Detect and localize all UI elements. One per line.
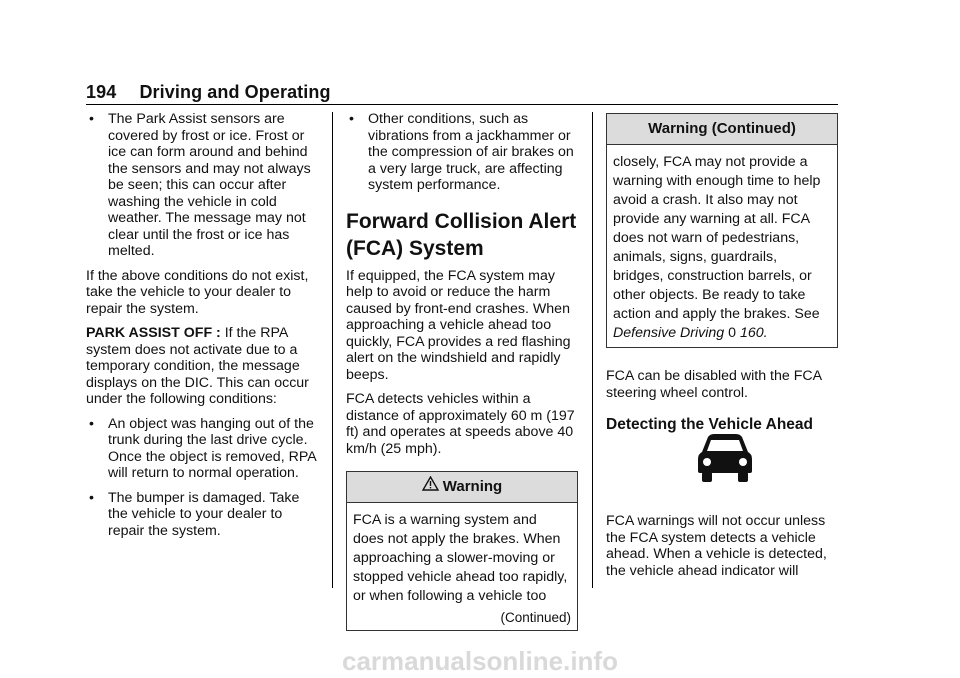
section-title: Driving and Operating	[139, 82, 331, 102]
paragraph: FCA can be disabled with the FCA steering wheel control.	[606, 368, 822, 401]
column-2	[346, 111, 578, 631]
list-item: • Other conditions, such as vibrations from a jackhammer or the compression of air brakes on a very large truck, are affecting system performance.	[349, 111, 574, 193]
list-item: • The bumper is damaged. Take the vehicle to your dealer to repair the system.	[89, 489, 300, 539]
subsection-heading: Detecting the Vehicle Ahead	[606, 416, 814, 433]
bullet-icon: •	[89, 415, 94, 432]
column-divider-1	[332, 112, 333, 588]
warning-box	[346, 471, 578, 631]
bullet-icon: •	[89, 489, 94, 506]
paragraph: If equipped, the FCA system may help to avoid or reduce the harm caused by front-end crashes. When approaching a vehicle ahead too quickly, FCA provides a red flashing alert on the windshield and rapidly beeps.	[346, 267, 571, 383]
page-ref-arrow: 0	[728, 325, 737, 341]
vehicle-ahead-icon	[696, 433, 754, 488]
paragraph: FCA detects vehicles within a distance of approximately 60 m (197 ft) and operates at speeds above 40 km/h (25 mph).	[346, 391, 575, 457]
column-divider-2	[592, 112, 593, 588]
paragraph: If the above conditions do not exist, take the vehicle to your dealer to repair the system.	[86, 267, 309, 317]
header-rule	[86, 104, 838, 105]
column-1	[86, 111, 322, 547]
cross-reference-link[interactable]: Defensive Driving	[613, 325, 725, 341]
warning-body: FCA is a warning system and does not apply the brakes. When approaching a slower-moving or stopped vehicle ahead too rapidly, or when following a vehicle too	[353, 512, 568, 604]
column-3-bottom	[606, 513, 838, 587]
continued-label: (Continued)	[500, 610, 571, 625]
paragraph: PARK ASSIST OFF : If the RPA system does not activate due to a temporary condition, the message displays on the DIC. This can occur under the following conditions:	[86, 325, 309, 407]
list-item: • The Park Assist sensors are covered by frost or ice. Frost or ice can form around and behind the sensors and may not always be seen; this can occur after washing the vehicle in cold weather. The message may not clear until the frost or ice has melted.	[89, 111, 311, 259]
bullet-icon: •	[349, 111, 354, 127]
warning-header: Warning (Continued)	[607, 114, 837, 145]
paragraph: FCA warnings will not occur unless the FCA system detects a vehicle ahead. When a vehicle is detected, the vehicle ahead indicator will	[606, 513, 827, 579]
column-3	[606, 113, 838, 442]
warning-triangle-icon	[422, 472, 439, 502]
bullet-icon: •	[89, 111, 94, 127]
list-item: • An object was hanging out of the trunk during the last drive cycle. Once the object is removed, RPA will return to normal operation.	[89, 415, 316, 481]
warning-header	[347, 472, 577, 503]
page-number: 194	[86, 82, 117, 102]
watermark: carmanualsonline.info	[342, 646, 618, 676]
warning-body: closely, FCA may not provide a warning with enough time to help avoid a crash. It also may not provide any warning at all. FCA does not warn of pedestrians, animals, signs, guardrails, bridges, construction barrels, or other objects. Be ready to take action and apply the brakes. See Defensive Driving 0 160.	[613, 154, 821, 341]
park-assist-off-label: PARK ASSIST OFF :	[86, 325, 221, 341]
page-ref-number[interactable]: 160.	[739, 325, 768, 341]
page-header	[86, 82, 331, 103]
warning-box-continued	[606, 113, 838, 348]
section-heading: Forward Collision Alert (FCA) System	[346, 209, 577, 260]
warning-title: Warning	[442, 478, 503, 495]
